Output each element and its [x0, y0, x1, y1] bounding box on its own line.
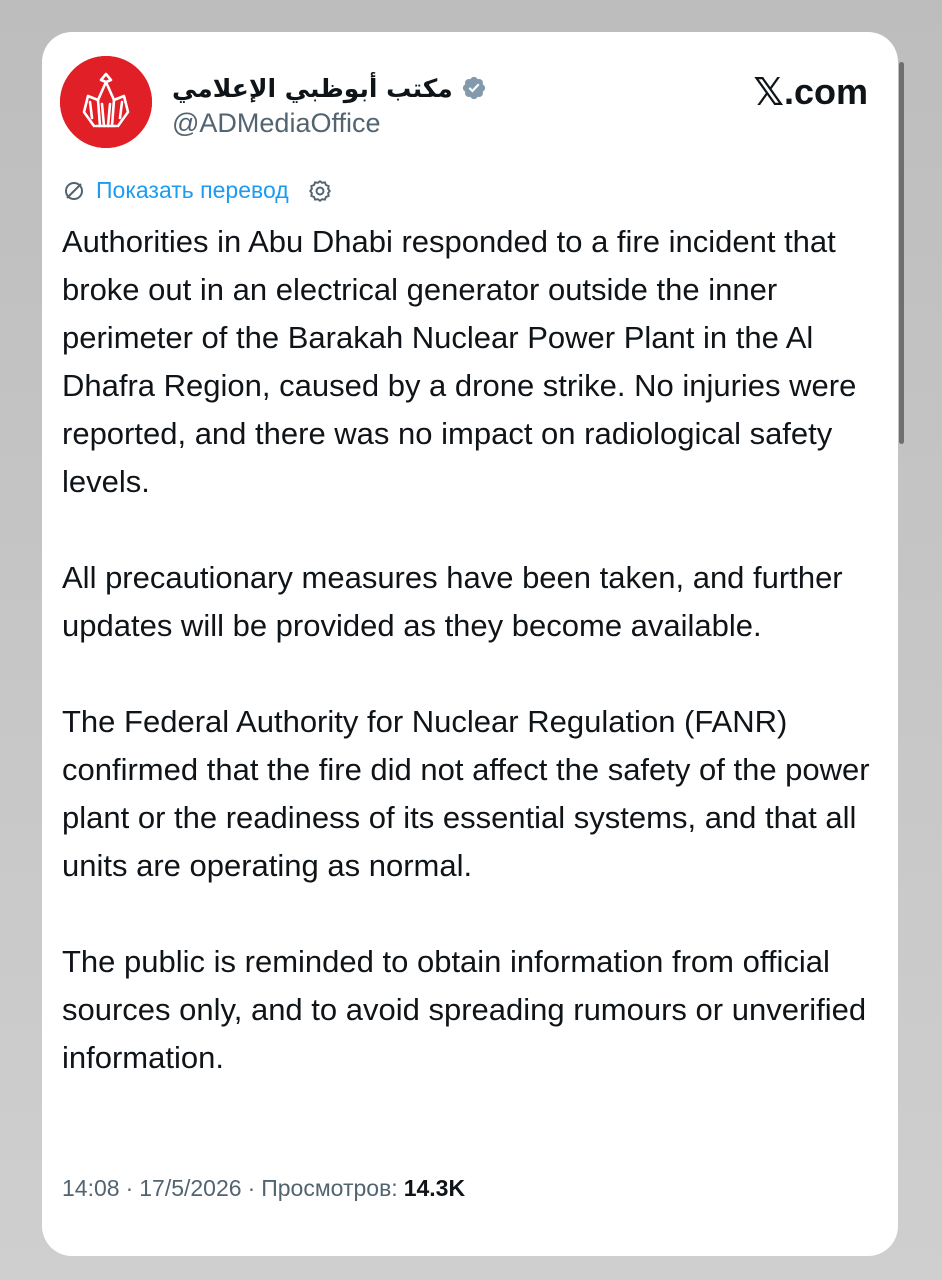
meta-separator: · [247, 1175, 256, 1201]
falcon-logo-icon[interactable] [60, 56, 152, 148]
scrollbar[interactable] [899, 62, 904, 444]
meta-separator: · [125, 1175, 134, 1201]
show-translation-link[interactable]: Показать перевод [96, 177, 289, 203]
gear-icon[interactable] [307, 178, 333, 204]
tweet-paragraph: All precautionary measures have been taken, and further updates will be provided as they become available. [62, 560, 843, 643]
tweet-body [62, 218, 892, 1082]
account-display-name[interactable]: مكتب أبوظبي الإعلامي [172, 73, 453, 103]
site-label [753, 70, 868, 114]
tweet-date[interactable]: 17/5/2026 [139, 1175, 242, 1201]
translate-row [62, 177, 333, 204]
tweet-paragraph: The public is reminded to obtain information from official sources only, and to avoid spreading rumours or unverified information. [62, 944, 867, 1075]
tweet-meta [62, 1175, 465, 1202]
translate-icon [62, 179, 86, 203]
tweet-card [42, 32, 898, 1256]
verified-badge-icon [461, 75, 487, 101]
account-handle[interactable]: @ADMediaOffice [172, 108, 381, 138]
account-name-row [172, 68, 487, 108]
tweet-time[interactable]: 14:08 [62, 1175, 120, 1201]
tweet-paragraph: The Federal Authority for Nuclear Regulation (FANR) confirmed that the fire did not affect the safety of the power plant or the readiness of its essential systems, and that all units are operating as normal. [62, 704, 870, 883]
views-count[interactable]: 14.3K [403, 1175, 466, 1201]
site-domain: .com [783, 71, 868, 112]
views-label: Просмотров: [261, 1175, 398, 1201]
x-logo-icon: 𝕏 [753, 70, 784, 114]
tweet-paragraph: Authorities in Abu Dhabi responded to a fire incident that broke out in an electrical generator outside the inner perimeter of the Barakah Nuclear Power Plant in the Al Dhafra Region, caused by a drone strike. No injuries were reported, and there was no impact on radiological safety levels. [62, 224, 857, 499]
